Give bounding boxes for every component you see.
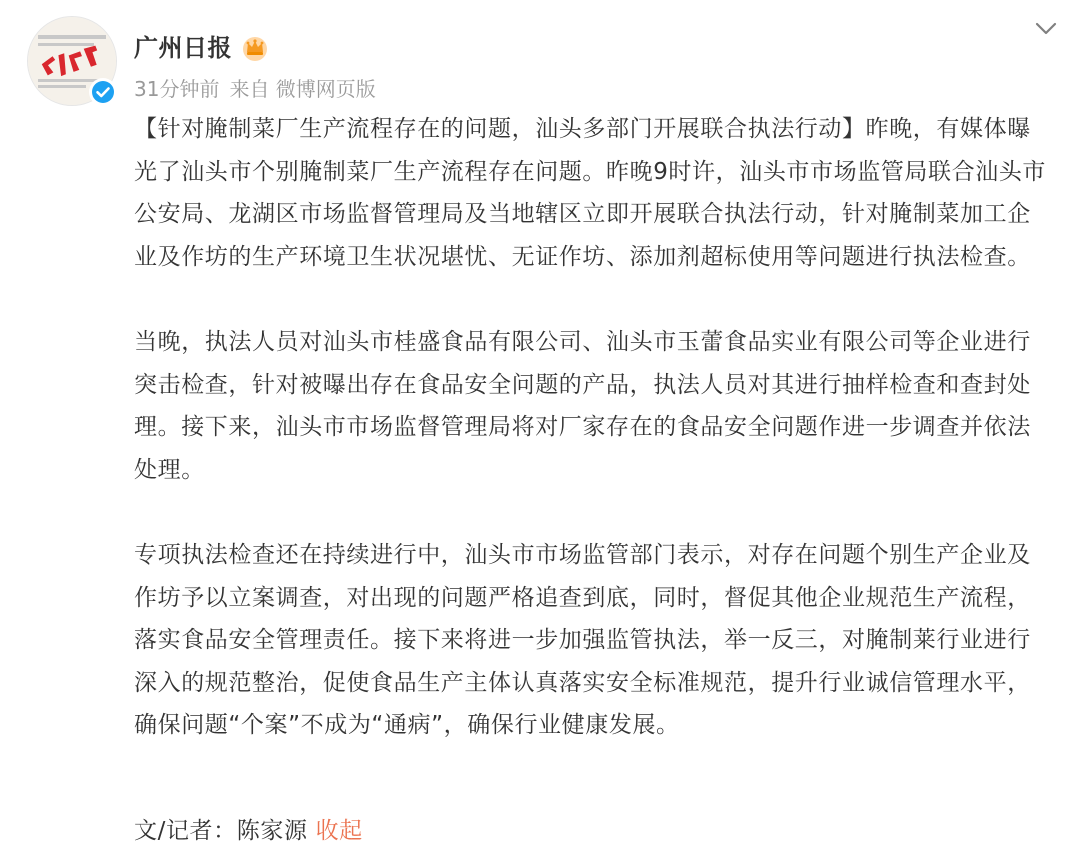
crown-icon[interactable]	[240, 33, 270, 63]
collapse-link[interactable]: 收起	[315, 818, 363, 844]
post-source: 来自 微博网页版	[229, 77, 376, 101]
chevron-down-icon[interactable]	[1032, 14, 1060, 42]
content-paragraph-1: 【针对腌制菜厂生产流程存在的问题，汕头多部门开展联合执法行动】昨晚，有媒体曝光了汕头市个别腌制菜厂生产流程存在问题。昨晚9时许，汕头市市场监管局联合汕头市公安局、龙湖区市场监督管理局及当地辖区立即开展联合执法行动，针对腌制菜加工企业及作坊的生产环境卫生状况堪忧、无证作坊、添加剂超标使用等问题进行执法检查。	[134, 116, 1047, 270]
byline: 文/记者：陈家源	[134, 818, 308, 844]
avatar-container[interactable]	[27, 16, 119, 108]
author-name[interactable]: 广州日报	[134, 34, 232, 62]
content-paragraph-2: 当晚，执法人员对汕头市桂盛食品有限公司、汕头市玉蕾食品实业有限公司等企业进行突击检查，针对被曝出存在食品安全问题的产品，执法人员对其进行抽样检查和查封处理。接下来，汕头市市场监督管理局将对厂家存在的食品安全问题作进一步调查并依法处理。	[134, 328, 1031, 483]
verified-badge-icon	[89, 78, 117, 106]
post-time[interactable]: 31分钟前	[134, 77, 220, 101]
byline-row	[134, 810, 363, 852]
post-meta	[134, 74, 376, 104]
content-paragraph-3: 专项执法检查还在持续进行中，汕头市市场监管部门表示，对存在问题个别生产企业及作坊予以立案调查，对出现的问题严格追查到底，同时，督促其他企业规范生产流程，落实食品安全管理责任。接下来将进一步加强监管执法，举一反三，对腌制莱行业进行深入的规范整治，促使食品生产主体认真落实安全标准规范，提升行业诚信管理水平，确保问题“个案”不成为“通病”，确保行业健康发展。	[134, 541, 1031, 739]
author-row	[134, 30, 270, 66]
post-content	[134, 108, 1054, 747]
